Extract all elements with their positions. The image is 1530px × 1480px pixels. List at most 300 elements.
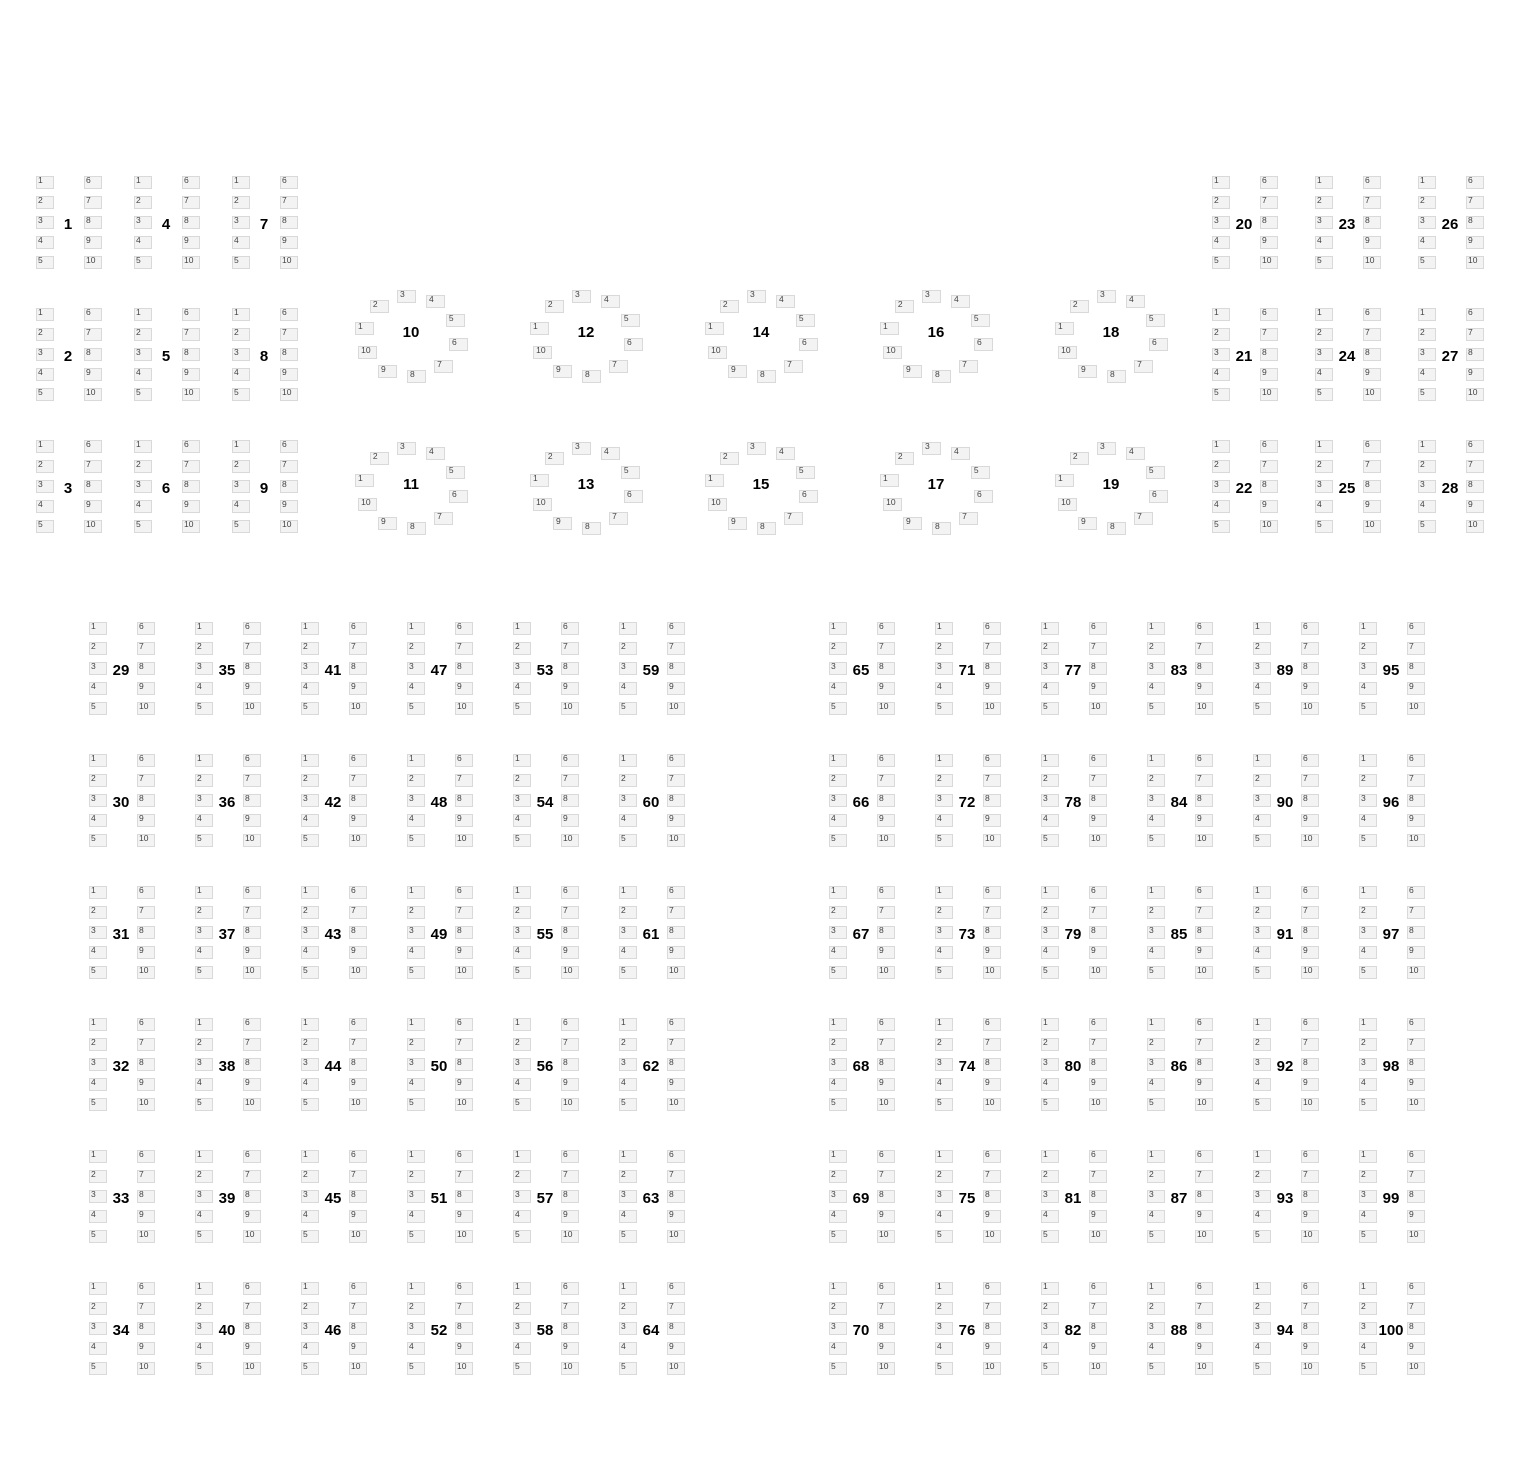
pin-number: 1 xyxy=(708,320,713,331)
pin-number-left: 3 xyxy=(515,1189,520,1199)
pin-number-left: 3 xyxy=(1043,925,1048,935)
pin-row xyxy=(619,682,683,701)
pin-number-left: 3 xyxy=(621,1057,626,1067)
pin-row xyxy=(89,622,153,641)
pin-number-left: 3 xyxy=(1149,661,1154,671)
pin-number-right: 9 xyxy=(1197,813,1202,823)
pin-number-right: 10 xyxy=(1303,1097,1313,1107)
pin-number-left: 4 xyxy=(831,1209,836,1219)
pin-number-right: 8 xyxy=(1197,793,1202,803)
pin-number-right: 9 xyxy=(351,681,356,691)
pin-number: 10 xyxy=(711,345,721,356)
pin-number-right: 9 xyxy=(457,945,462,955)
pin-number-right: 8 xyxy=(985,1321,990,1331)
pin-number-left: 4 xyxy=(937,1077,942,1087)
pin-row xyxy=(1253,886,1317,905)
pin-group-97 xyxy=(1359,886,1423,990)
pin-number: 6 xyxy=(451,337,457,348)
pin-number-right: 6 xyxy=(351,621,356,631)
pin-row xyxy=(195,622,259,641)
pin-number-left: 5 xyxy=(621,1361,626,1371)
pin-number-right: 9 xyxy=(245,945,250,955)
pin-row xyxy=(619,886,683,905)
pin-row xyxy=(1359,1038,1423,1057)
pin-row xyxy=(89,1170,153,1189)
pin-number-left: 4 xyxy=(91,1209,96,1219)
pin-number-left: 3 xyxy=(409,1057,414,1067)
pin-row xyxy=(1041,1098,1105,1117)
pin-row xyxy=(195,886,259,905)
pin-number-left: 4 xyxy=(38,499,43,509)
pin-number-left: 3 xyxy=(937,1057,942,1067)
pin-number: 6 xyxy=(451,489,457,500)
pin-group-80 xyxy=(1041,1018,1105,1122)
pin-number-left: 2 xyxy=(1317,327,1322,337)
pin-row xyxy=(1212,500,1276,519)
pin-number-right: 9 xyxy=(1303,945,1308,955)
pin-number-right: 8 xyxy=(1468,215,1473,225)
pin-row xyxy=(619,1018,683,1037)
pin-number-left: 5 xyxy=(1043,1097,1048,1107)
pin-row xyxy=(619,1098,683,1117)
pin-number-right: 7 xyxy=(1303,1301,1308,1311)
pin-group-78 xyxy=(1041,754,1105,858)
pin-number-left: 1 xyxy=(1255,885,1260,895)
pin-group-label: 34 xyxy=(112,1322,130,1339)
pin-row xyxy=(1253,1302,1317,1321)
pin-number-right: 10 xyxy=(563,1097,573,1107)
pin-number-right: 8 xyxy=(351,1321,356,1331)
pin-number-left: 4 xyxy=(1361,1209,1366,1219)
pin-number-right: 8 xyxy=(1262,479,1267,489)
pin-number-right: 6 xyxy=(139,621,144,631)
pin-group-label: 12 xyxy=(577,324,595,341)
pin-group-36 xyxy=(195,754,259,858)
pin-number-left: 2 xyxy=(136,459,141,469)
pin-group-label: 64 xyxy=(642,1322,660,1339)
pin-number-left: 3 xyxy=(1255,925,1260,935)
pin-number-left: 1 xyxy=(1361,1017,1366,1027)
pin-number-left: 5 xyxy=(1214,519,1219,529)
pin-number-right: 10 xyxy=(985,833,995,843)
pin-number-left: 1 xyxy=(91,1281,96,1291)
pin-number-right: 8 xyxy=(245,1189,250,1199)
pin-row xyxy=(301,774,365,793)
pin-group-70 xyxy=(829,1282,893,1386)
pin-row xyxy=(935,1170,999,1189)
pin-group-30 xyxy=(89,754,153,858)
pin-row xyxy=(1212,256,1276,275)
pin-number-left: 2 xyxy=(91,1301,96,1311)
pin-number-left: 4 xyxy=(1255,813,1260,823)
pin-number-right: 6 xyxy=(1091,1149,1096,1159)
pin-group-43 xyxy=(301,886,365,990)
pin-number-left: 3 xyxy=(234,347,239,357)
pin-number-left: 1 xyxy=(1361,1149,1366,1159)
pin-group-label: 77 xyxy=(1064,662,1082,679)
pin-row xyxy=(89,946,153,965)
pin-number-right: 7 xyxy=(1468,327,1473,337)
pin-number-right: 7 xyxy=(1262,327,1267,337)
pin-number: 5 xyxy=(1148,464,1154,475)
pin-number: 2 xyxy=(722,299,728,310)
pin-number-left: 1 xyxy=(831,885,836,895)
pin-number-right: 7 xyxy=(457,905,462,915)
pin-group-89 xyxy=(1253,622,1317,726)
pin-number-right: 9 xyxy=(1262,235,1267,245)
pin-number-right: 6 xyxy=(457,1149,462,1159)
pin-number-right: 10 xyxy=(985,1361,995,1371)
pin-number-left: 1 xyxy=(303,885,308,895)
pin-number-left: 5 xyxy=(1043,701,1048,711)
pin-row xyxy=(232,308,296,327)
pin-number-left: 3 xyxy=(937,1189,942,1199)
pin-number-right: 9 xyxy=(245,1209,250,1219)
pin-number-left: 3 xyxy=(831,925,836,935)
pin-number-left: 3 xyxy=(1149,1057,1154,1067)
pin-row xyxy=(619,1078,683,1097)
pin-row xyxy=(1041,1302,1105,1321)
pin-number-left: 2 xyxy=(197,773,202,783)
pin-row xyxy=(232,176,296,195)
pin-row xyxy=(195,1038,259,1057)
pin-number-right: 10 xyxy=(879,1229,889,1239)
pin-row xyxy=(619,946,683,965)
pin-number-left: 1 xyxy=(1214,175,1219,185)
pin-row xyxy=(1212,308,1276,327)
pin-number-right: 8 xyxy=(1197,925,1202,935)
pin-number-right: 8 xyxy=(1197,1189,1202,1199)
pin-number-left: 5 xyxy=(91,701,96,711)
pin-number-left: 2 xyxy=(1317,195,1322,205)
pin-number-left: 4 xyxy=(1214,499,1219,509)
pin-number-right: 9 xyxy=(669,681,674,691)
pin-number-left: 4 xyxy=(1317,367,1322,377)
pin-number-right: 8 xyxy=(184,347,189,357)
pin-number-left: 1 xyxy=(1255,753,1260,763)
pin-row xyxy=(935,642,999,661)
pin-row xyxy=(1041,1038,1105,1057)
pin-number-left: 5 xyxy=(38,519,43,529)
pin-row xyxy=(1359,622,1423,641)
pin-number-left: 2 xyxy=(1361,641,1366,651)
pin-group-label: 87 xyxy=(1170,1190,1188,1207)
pin-group-label: 28 xyxy=(1441,480,1459,497)
pin-number-left: 1 xyxy=(621,1149,626,1159)
pin-number-left: 3 xyxy=(197,1321,202,1331)
pin-number-left: 4 xyxy=(303,945,308,955)
pin-number-right: 8 xyxy=(879,793,884,803)
pin-number-left: 4 xyxy=(91,1341,96,1351)
pin-row xyxy=(89,1210,153,1229)
pin-number: 8 xyxy=(935,368,940,379)
pin-row xyxy=(1041,1230,1105,1249)
pin-number-right: 10 xyxy=(245,833,255,843)
pin-number-right: 10 xyxy=(879,1361,889,1371)
pin-number-right: 6 xyxy=(1091,1281,1096,1291)
pin-row xyxy=(1147,1342,1211,1361)
pin-group-label: 58 xyxy=(536,1322,554,1339)
pin-number-left: 3 xyxy=(1361,1057,1366,1067)
pin-row xyxy=(1418,256,1482,275)
pin-number-right: 8 xyxy=(985,1189,990,1199)
pin-number-right: 9 xyxy=(457,1077,462,1087)
pin-row xyxy=(407,1302,471,1321)
pin-number: 4 xyxy=(779,446,784,457)
pin-number-right: 6 xyxy=(1409,1149,1414,1159)
pin-number-left: 5 xyxy=(831,701,836,711)
pin-row xyxy=(1359,1362,1423,1381)
pin-number-left: 2 xyxy=(91,1169,96,1179)
pin-row xyxy=(407,834,471,853)
pin-number-left: 1 xyxy=(38,439,43,449)
pin-group-60 xyxy=(619,754,683,858)
pin-number-left: 4 xyxy=(1317,499,1322,509)
pin-number-left: 2 xyxy=(1149,773,1154,783)
pin-number-left: 1 xyxy=(1255,1149,1260,1159)
pin-number-left: 1 xyxy=(621,1017,626,1027)
pin-group-label: 63 xyxy=(642,1190,660,1207)
pin-number-right: 6 xyxy=(1091,621,1096,631)
pin-row xyxy=(1359,1078,1423,1097)
pin-number-left: 2 xyxy=(1255,773,1260,783)
pin-number-right: 10 xyxy=(1197,701,1207,711)
pin-number-left: 1 xyxy=(515,1149,520,1159)
pin-number-left: 2 xyxy=(197,905,202,915)
pin-row xyxy=(36,460,100,479)
pin-number-left: 3 xyxy=(303,1321,308,1331)
pin-number-right: 9 xyxy=(879,813,884,823)
pin-row xyxy=(301,946,365,965)
pin-number-right: 10 xyxy=(245,1097,255,1107)
pin-row xyxy=(301,1282,365,1301)
pin-number-left: 4 xyxy=(1149,813,1154,823)
pin-number-right: 10 xyxy=(1303,1229,1313,1239)
pin-number-left: 1 xyxy=(1043,621,1048,631)
pin-number-right: 10 xyxy=(1409,833,1419,843)
pin-number-right: 7 xyxy=(184,195,189,205)
pin-row xyxy=(935,1282,999,1301)
pin-number-left: 4 xyxy=(831,813,836,823)
pin-number-right: 6 xyxy=(282,307,287,317)
pin-number-left: 3 xyxy=(1255,1057,1260,1067)
pin-number-left: 3 xyxy=(303,793,308,803)
pin-row xyxy=(301,642,365,661)
pin-number-right: 9 xyxy=(139,945,144,955)
pin-row xyxy=(1147,1230,1211,1249)
pin-row xyxy=(1418,328,1482,347)
pin-number-right: 6 xyxy=(669,1149,674,1159)
pin-number-left: 5 xyxy=(1255,701,1260,711)
pin-group-58 xyxy=(513,1282,577,1386)
pin-row xyxy=(1315,460,1379,479)
pin-group-18 xyxy=(1052,284,1170,388)
pin-number-left: 5 xyxy=(1361,833,1366,843)
pin-group-label: 33 xyxy=(112,1190,130,1207)
pin-number-right: 7 xyxy=(1197,905,1202,915)
pin-number-right: 6 xyxy=(245,1149,250,1159)
pin-number-left: 1 xyxy=(621,753,626,763)
pin-number-right: 7 xyxy=(1365,459,1370,469)
pin-number-right: 9 xyxy=(669,1341,674,1351)
pin-number-right: 7 xyxy=(1197,773,1202,783)
pin-number-left: 2 xyxy=(409,773,414,783)
pin-row xyxy=(1041,1362,1105,1381)
pin-row xyxy=(619,774,683,793)
pin-row xyxy=(195,682,259,701)
pin-number-left: 2 xyxy=(1214,195,1219,205)
pin-group-label: 96 xyxy=(1382,794,1400,811)
pin-group-label: 84 xyxy=(1170,794,1188,811)
pin-number-left: 4 xyxy=(136,367,141,377)
pin-number-right: 6 xyxy=(1365,175,1370,185)
pin-row xyxy=(1041,1150,1105,1169)
pin-number-right: 9 xyxy=(1468,499,1473,509)
pin-number-left: 2 xyxy=(409,1301,414,1311)
pin-number-left: 2 xyxy=(831,641,836,651)
pin-number-right: 7 xyxy=(282,327,287,337)
pin-number-right: 6 xyxy=(1197,753,1202,763)
pin-row xyxy=(407,642,471,661)
pin-number: 3 xyxy=(399,289,405,300)
pin-number-right: 6 xyxy=(86,439,91,449)
pin-number-right: 8 xyxy=(1409,1057,1414,1067)
pin-row xyxy=(513,906,577,925)
pin-row xyxy=(829,1170,893,1189)
pin-row xyxy=(1041,1170,1105,1189)
pin-number-right: 10 xyxy=(1409,1361,1419,1371)
pin-group-98 xyxy=(1359,1018,1423,1122)
pin-number-right: 6 xyxy=(669,1281,674,1291)
pin-number-left: 3 xyxy=(1255,793,1260,803)
pin-row xyxy=(829,1230,893,1249)
pin-number-left: 2 xyxy=(1317,459,1322,469)
pin-row xyxy=(1253,1170,1317,1189)
pin-row xyxy=(1041,754,1105,773)
pin-row xyxy=(195,946,259,965)
pin-group-24 xyxy=(1315,308,1379,412)
pin-row xyxy=(232,520,296,539)
pin-number: 1 xyxy=(708,472,713,483)
pin-number-right: 7 xyxy=(1197,1169,1202,1179)
pin-number-right: 10 xyxy=(563,1229,573,1239)
pin-number-left: 1 xyxy=(1149,885,1154,895)
pin-number-left: 1 xyxy=(1361,753,1366,763)
pin-number-left: 2 xyxy=(409,905,414,915)
pin-number-right: 10 xyxy=(985,701,995,711)
pin-row xyxy=(513,702,577,721)
pin-row xyxy=(1418,368,1482,387)
pin-row xyxy=(1147,1150,1211,1169)
pin-row xyxy=(1212,440,1276,459)
pin-number-right: 10 xyxy=(184,519,194,529)
pin-group-label: 93 xyxy=(1276,1190,1294,1207)
pin-row xyxy=(1315,308,1379,327)
pin-row xyxy=(1147,754,1211,773)
pin-row xyxy=(1212,236,1276,255)
pin-number-right: 8 xyxy=(1409,1189,1414,1199)
pin-number-left: 3 xyxy=(1214,215,1219,225)
pin-number: 4 xyxy=(604,294,609,305)
pin-row xyxy=(619,1342,683,1361)
pin-number-right: 6 xyxy=(245,1017,250,1027)
pin-number-left: 2 xyxy=(1361,905,1366,915)
pin-number-left: 3 xyxy=(38,347,43,357)
pin-row xyxy=(1147,1282,1211,1301)
pin-number-left: 3 xyxy=(1255,1321,1260,1331)
pin-number-left: 3 xyxy=(234,479,239,489)
pin-number-left: 5 xyxy=(197,833,202,843)
pin-number-left: 3 xyxy=(1361,1189,1366,1199)
pin-number-right: 7 xyxy=(1303,1169,1308,1179)
pin-row xyxy=(195,814,259,833)
pin-row xyxy=(195,1150,259,1169)
pin-row xyxy=(1212,176,1276,195)
pin-number-left: 1 xyxy=(303,1149,308,1159)
pin-group-label: 36 xyxy=(218,794,236,811)
pin-row xyxy=(407,702,471,721)
pin-number-right: 9 xyxy=(282,367,287,377)
pin-number-right: 6 xyxy=(879,1149,884,1159)
pin-number-left: 3 xyxy=(1420,215,1425,225)
pin-row xyxy=(1041,966,1105,985)
pin-number-left: 5 xyxy=(1149,1361,1154,1371)
pin-group-40 xyxy=(195,1282,259,1386)
pin-number-right: 8 xyxy=(563,1057,568,1067)
pin-number: 4 xyxy=(429,294,434,305)
pin-row xyxy=(134,500,198,519)
pin-row xyxy=(407,1150,471,1169)
pin-number-left: 1 xyxy=(91,621,96,631)
pin-row xyxy=(301,906,365,925)
pin-number-left: 2 xyxy=(1043,1037,1048,1047)
pin-number-left: 2 xyxy=(303,905,308,915)
pin-number-right: 9 xyxy=(1091,1341,1096,1351)
pin-number-right: 9 xyxy=(1197,1341,1202,1351)
pin-number-right: 7 xyxy=(457,641,462,651)
pin-row xyxy=(1359,834,1423,853)
pin-number: 1 xyxy=(533,472,538,483)
pin-number-left: 1 xyxy=(303,753,308,763)
pin-row xyxy=(935,946,999,965)
pin-row xyxy=(1315,440,1379,459)
pin-number: 1 xyxy=(883,320,888,331)
pin-group-label: 76 xyxy=(958,1322,976,1339)
pin-group-47 xyxy=(407,622,471,726)
pin-number-right: 9 xyxy=(86,235,91,245)
pin-number-left: 2 xyxy=(515,641,520,651)
pin-number-left: 1 xyxy=(515,753,520,763)
pin-number-right: 7 xyxy=(1262,459,1267,469)
pin-row xyxy=(195,754,259,773)
pin-row xyxy=(1147,1302,1211,1321)
pin-group-77 xyxy=(1041,622,1105,726)
pin-number: 6 xyxy=(801,337,807,348)
pin-number-right: 9 xyxy=(1365,235,1370,245)
pin-number: 8 xyxy=(410,520,415,531)
pin-group-9 xyxy=(232,440,296,544)
pin-row xyxy=(195,1342,259,1361)
pin-number-left: 2 xyxy=(1149,641,1154,651)
pin-group-99 xyxy=(1359,1150,1423,1254)
pin-row xyxy=(1212,520,1276,539)
pin-number: 6 xyxy=(976,489,982,500)
pin-number-right: 7 xyxy=(139,1169,144,1179)
pin-number-left: 3 xyxy=(621,661,626,671)
pin-number: 4 xyxy=(429,446,434,457)
pin-number-left: 4 xyxy=(1149,1209,1154,1219)
pin-number-right: 7 xyxy=(86,195,91,205)
